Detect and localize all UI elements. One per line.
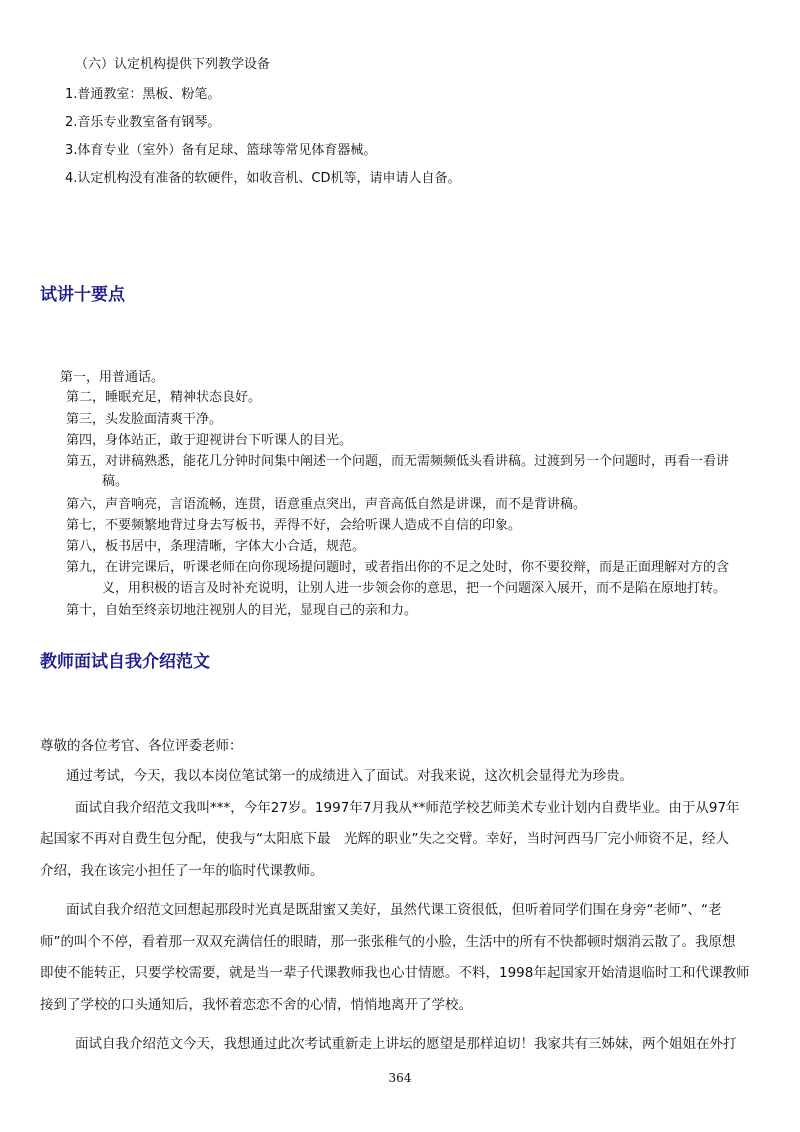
tip-item: 第十，自始至终亲切地注视别人的目光，显现自己的亲和力。 [66, 603, 418, 618]
tip-item-continuation: 义，用积极的语言及时补充说明，让别人进一步领会你的意思，把一个问题深入展开，而不是陷在原地打转。 [102, 581, 727, 596]
tip-item: 第三，头发脸面清爽干净。 [66, 412, 223, 427]
equipment-item: 4.认定机构没有准备的软硬件，如收音机、CD机等，请申请人自备。 [65, 171, 461, 186]
intro-heading: 教师面试自我介绍范文 [40, 652, 210, 672]
intro-line: 面试自我介绍范文今天，我想通过此次考试重新走上讲坛的愿望是那样迫切！我家共有三姊妹，两个姐姐在外打 [75, 1036, 737, 1052]
intro-line: 介绍，我在该完小担任了一年的临时代课教师。 [40, 863, 324, 879]
tip-item: 第六，声音响亮，言语流畅，连贯，语意重点突出，声音高低自然是讲课，而不是背讲稿。 [66, 497, 587, 512]
intro-line: 面试自我介绍范文回想起那段时光真是既甜蜜又美好，虽然代课工资很低，但听着同学们围在身旁“老师”、“老 [66, 902, 722, 918]
equipment-item: 1.普通教室：黑板、粉笔。 [65, 87, 221, 102]
tip-item: 第八，板书居中，条理清晰，字体大小合适，规范。 [66, 539, 366, 554]
tip-item: 第四，身体站正，敢于迎视讲台下听课人的目光。 [66, 433, 353, 448]
equipment-title: （六）认定机构提供下列教学设备 [75, 57, 271, 72]
intro-line: 面试自我介绍范文我叫***，今年27岁。1997年7月我从**师范学校艺师美术专业计划内自费毕业。由于从97年 [75, 800, 740, 816]
tip-item: 第九，在讲完课后，听课老师在向你现场提问题时，或者指出你的不足之处时，你不要狡辩，而是正面理解对方的含 [66, 560, 730, 575]
tips-heading: 试讲十要点 [40, 285, 125, 305]
equipment-item: 3.体育专业（室外）备有足球、篮球等常见体育器械。 [65, 143, 377, 158]
tip-item: 第五，对讲稿熟悉，能花几分钟时间集中阐述一个问题，而无需频频低头看讲稿。过渡到另一个问题时，再看一看讲 [66, 454, 730, 469]
intro-line: 通过考试，今天，我以本岗位笔试第一的成绩进入了面试。对我来说，这次机会显得尤为珍贵。 [66, 768, 633, 784]
tip-item: 第一，用普通话。 [60, 370, 165, 385]
intro-line: 师”的叫个不停，看着那一双双充满信任的眼睛，那一张张稚气的小脸，生活中的所有不快都顿时烟消云散了。我原想 [40, 934, 736, 950]
intro-line: 起国家不再对自费生包分配，使我与“太阳底下最 光辉的职业”失之交臂。幸好，当时河西马厂完小师资不足，经人 [40, 831, 729, 847]
tip-item-continuation: 稿。 [102, 474, 129, 489]
tip-item: 第七，不要频繁地背过身去写板书，弄得不好，会给听课人造成不自信的印象。 [66, 518, 522, 533]
equipment-item: 2.音乐专业教室备有钢琴。 [65, 115, 221, 130]
intro-line: 接到了学校的口头通知后，我怀着恋恋不舍的心情，悄悄地离开了学校。 [40, 997, 472, 1013]
page-number: 364 [388, 1071, 412, 1085]
intro-line: 即使不能转正，只要学校需要，就是当一辈子代课教师我也心甘情愿。不料，1998年起国家开始清退临时工和代课教师 [40, 965, 750, 981]
intro-salutation: 尊敬的各位考官、各位评委老师： [40, 738, 243, 754]
tip-item: 第二，睡眠充足，精神状态良好。 [66, 390, 262, 405]
